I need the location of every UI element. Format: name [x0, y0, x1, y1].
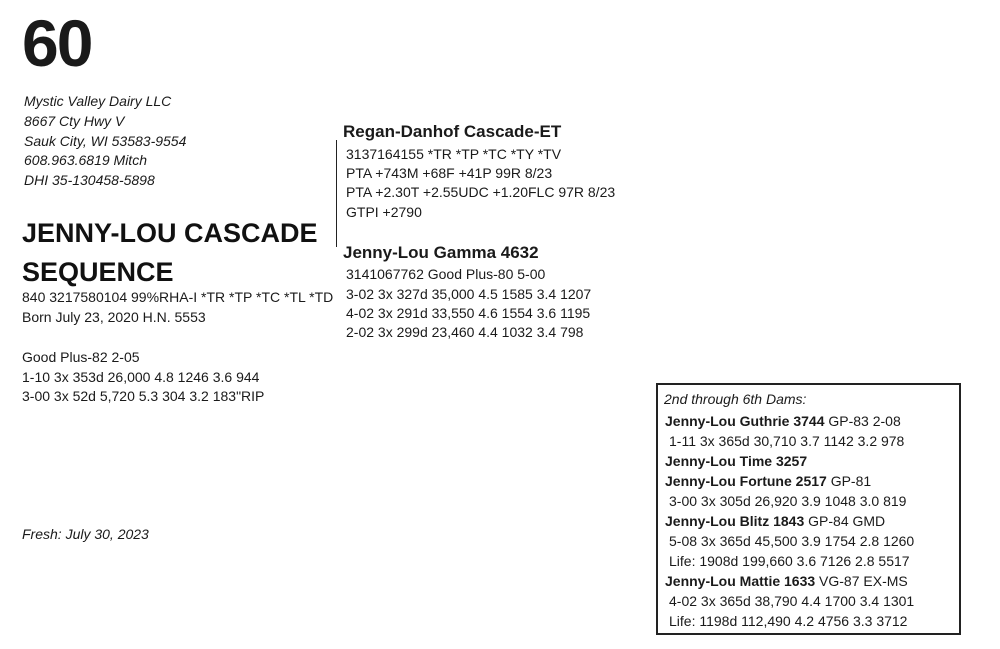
dam2-class: GP-83 2-08 [824, 413, 901, 429]
dam6-class: VG-87 EX-MS [815, 573, 908, 589]
consignor-address: 8667 Cty Hwy V [24, 112, 125, 129]
dam4-record: 3-00 3x 305d 26,920 3.9 1048 3.0 819 [669, 493, 907, 509]
pedigree-divider [336, 140, 337, 247]
animal-record-1: 1-10 3x 353d 26,000 4.8 1246 3.6 944 [22, 369, 260, 385]
consignor-dhi: DHI 35-130458-5898 [24, 172, 155, 189]
dam2-record: 1-11 3x 365d 30,710 3.7 1142 3.2 978 [669, 433, 905, 449]
dam-name: Jenny-Lou Gamma 4632 [343, 243, 539, 262]
dam5-record: 5-08 3x 365d 45,500 3.9 1754 2.8 1260 [669, 533, 915, 549]
dam4-row [665, 473, 871, 489]
dam-line-2: 3-02 3x 327d 35,000 4.5 1585 3.4 1207 [346, 286, 592, 302]
dam5-row [665, 513, 885, 529]
dam-line-1: 3141067762 Good Plus-80 5-00 [346, 266, 546, 282]
dam2-row [665, 413, 901, 429]
animal-classification: Good Plus-82 2-05 [22, 349, 140, 365]
dam4-class: GP-81 [826, 473, 872, 489]
animal-record-2: 3-00 3x 52d 5,720 5.3 304 3.2 183"RIP [22, 388, 265, 404]
consignor-phone: 608.963.6819 Mitch [24, 152, 147, 169]
sire-line-1: 3137164155 *TR *TP *TC *TY *TV [346, 146, 562, 162]
dam5-class: GP-84 GMD [804, 513, 886, 529]
sire-name: Regan-Danhof Cascade-ET [343, 122, 562, 141]
sire-line-4: GTPI +2790 [346, 204, 422, 220]
dams-box-title: 2nd through 6th Dams: [664, 391, 807, 407]
consignor-name: Mystic Valley Dairy LLC [24, 93, 172, 109]
dam5-lifetime: Life: 1908d 199,660 3.6 7126 2.8 5517 [669, 553, 910, 569]
animal-name-line1: JENNY-LOU CASCADE [22, 218, 318, 248]
animal-born: Born July 23, 2020 H.N. 5553 [22, 309, 206, 325]
lot-number: 60 [22, 6, 92, 80]
dam6-lifetime: Life: 1198d 112,490 4.2 4756 3.3 3712 [669, 613, 908, 629]
dam-line-4: 2-02 3x 299d 23,460 4.4 1032 3.4 798 [346, 324, 584, 340]
dam-line-3: 4-02 3x 291d 33,550 4.6 1554 3.6 1195 [346, 305, 591, 321]
dam5-name: Jenny-Lou Blitz 1843 [665, 513, 805, 529]
consignor-city: Sauk City, WI 53583-9554 [24, 132, 187, 149]
dam4-name: Jenny-Lou Fortune 2517 [665, 473, 827, 489]
dam2-name: Jenny-Lou Guthrie 3744 [665, 413, 825, 429]
sire-line-2: PTA +743M +68F +41P 99R 8/23 [346, 165, 553, 181]
fresh-date: Fresh: July 30, 2023 [22, 526, 149, 542]
dam3-row [665, 453, 807, 469]
animal-registration: 840 3217580104 99%RHA-I *TR *TP *TC *TL *TD [22, 289, 334, 305]
dam3-name: Jenny-Lou Time 3257 [665, 453, 808, 469]
dam6-name: Jenny-Lou Mattie 1633 [665, 573, 816, 589]
dam6-record: 4-02 3x 365d 38,790 4.4 1700 3.4 1301 [669, 593, 915, 609]
consignor-block [24, 92, 186, 191]
sire-line-3: PTA +2.30T +2.55UDC +1.20FLC 97R 8/23 [346, 184, 616, 200]
dam6-row [665, 573, 908, 589]
animal-name [22, 214, 318, 292]
animal-name-line2: SEQUENCE [22, 257, 174, 287]
